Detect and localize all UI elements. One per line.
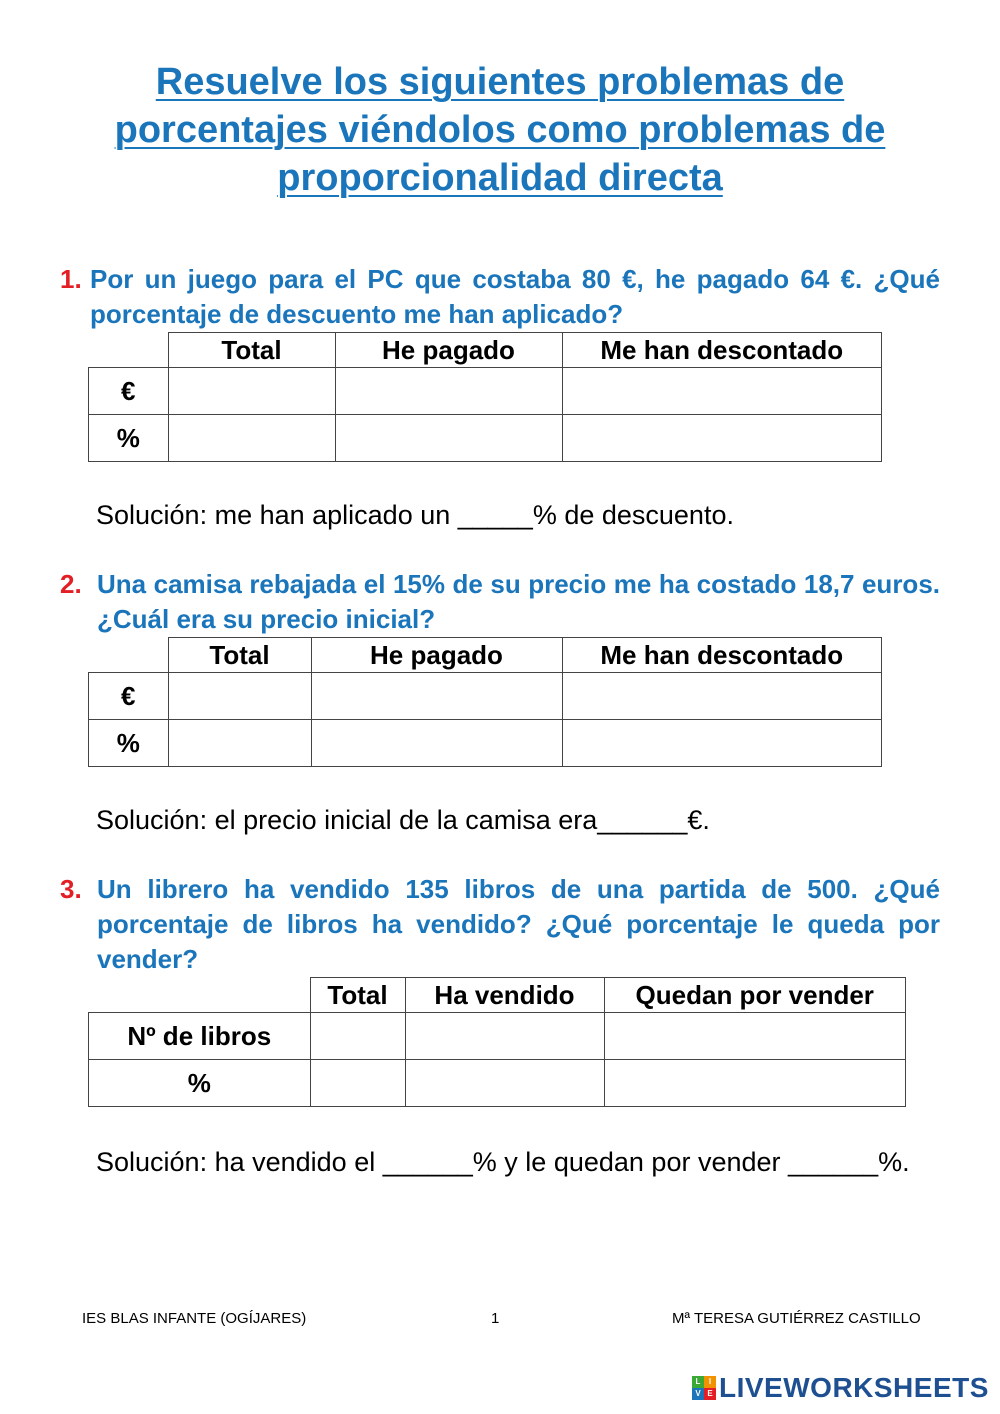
answer-cell[interactable]: [562, 368, 882, 415]
problem-2-text: Una camisa rebajada el 15% de su precio me ha costado 18,7 euros. ¿Cuál era su precio inicial?: [97, 569, 940, 634]
answer-cell[interactable]: [311, 720, 562, 767]
problem-1-text: Por un juego para el PC que costaba 80 €, he pagado 64 €. ¿Qué porcentaje de descuento me han aplicado?: [90, 264, 940, 329]
liveworksheets-logo-text: LIVEWORKSHEETS: [719, 1372, 989, 1403]
footer-page-number: 1: [491, 1310, 500, 1327]
table-corner: [89, 638, 169, 673]
answer-cell[interactable]: [604, 1060, 906, 1107]
table-corner: [89, 333, 169, 368]
problem-3-table: [88, 977, 906, 1107]
header-paid: He pagado: [311, 638, 562, 673]
answer-cell[interactable]: [604, 1013, 906, 1060]
liveworksheets-logo-icon: L I V E: [692, 1376, 716, 1400]
problem-2-table: [88, 637, 882, 767]
answer-cell[interactable]: [405, 1060, 604, 1107]
answer-cell[interactable]: [310, 1013, 405, 1060]
answer-cell[interactable]: [335, 368, 562, 415]
liveworksheets-logo: [692, 1372, 989, 1404]
problem-1-solution: Solución: me han aplicado un _____% de descuento.: [96, 500, 734, 530]
answer-cell[interactable]: [311, 673, 562, 720]
answer-cell[interactable]: [562, 415, 882, 462]
row-label-percent: %: [89, 720, 169, 767]
footer-author: Mª TERESA GUTIÉRREZ CASTILLO: [672, 1310, 921, 1327]
row-label-percent: %: [89, 1060, 311, 1107]
table-corner: [89, 978, 311, 1013]
problem-3-solution: Solución: ha vendido el ______% y le quedan por vender ______%.: [96, 1147, 910, 1177]
header-total: Total: [168, 333, 335, 368]
answer-cell[interactable]: [168, 720, 311, 767]
header-discount: Me han descontado: [562, 333, 882, 368]
footer-school: IES BLAS INFANTE (OGÍJARES): [82, 1310, 307, 1327]
answer-cell[interactable]: [405, 1013, 604, 1060]
problem-2-solution: Solución: el precio inicial de la camisa era______€.: [96, 805, 710, 835]
row-label-euro: €: [89, 673, 169, 720]
header-total: Total: [168, 638, 311, 673]
header-total: Total: [310, 978, 405, 1013]
problem-3-text: Un librero ha vendido 135 libros de una partida de 500. ¿Qué porcentaje de libros ha vendido? ¿Qué porcentaje le queda por vender?: [97, 874, 940, 974]
answer-cell[interactable]: [335, 415, 562, 462]
answer-cell[interactable]: [168, 415, 335, 462]
answer-cell[interactable]: [168, 368, 335, 415]
answer-cell[interactable]: [562, 673, 882, 720]
problem-1-number: 1.: [60, 264, 82, 294]
row-label-books: Nº de libros: [89, 1013, 311, 1060]
header-paid: He pagado: [335, 333, 562, 368]
problem-2-number: 2.: [60, 569, 82, 599]
page-title: Resuelve los siguientes problemas de porcentajes viéndolos como problemas de proporcionalidad directa: [114, 61, 886, 199]
answer-cell[interactable]: [310, 1060, 405, 1107]
row-label-euro: €: [89, 368, 169, 415]
header-sold: Ha vendido: [405, 978, 604, 1013]
row-label-percent: %: [89, 415, 169, 462]
answer-cell[interactable]: [562, 720, 882, 767]
header-discount: Me han descontado: [562, 638, 882, 673]
problem-3-number: 3.: [60, 874, 82, 904]
header-remaining: Quedan por vender: [604, 978, 906, 1013]
problem-1-table: [88, 332, 882, 462]
answer-cell[interactable]: [168, 673, 311, 720]
